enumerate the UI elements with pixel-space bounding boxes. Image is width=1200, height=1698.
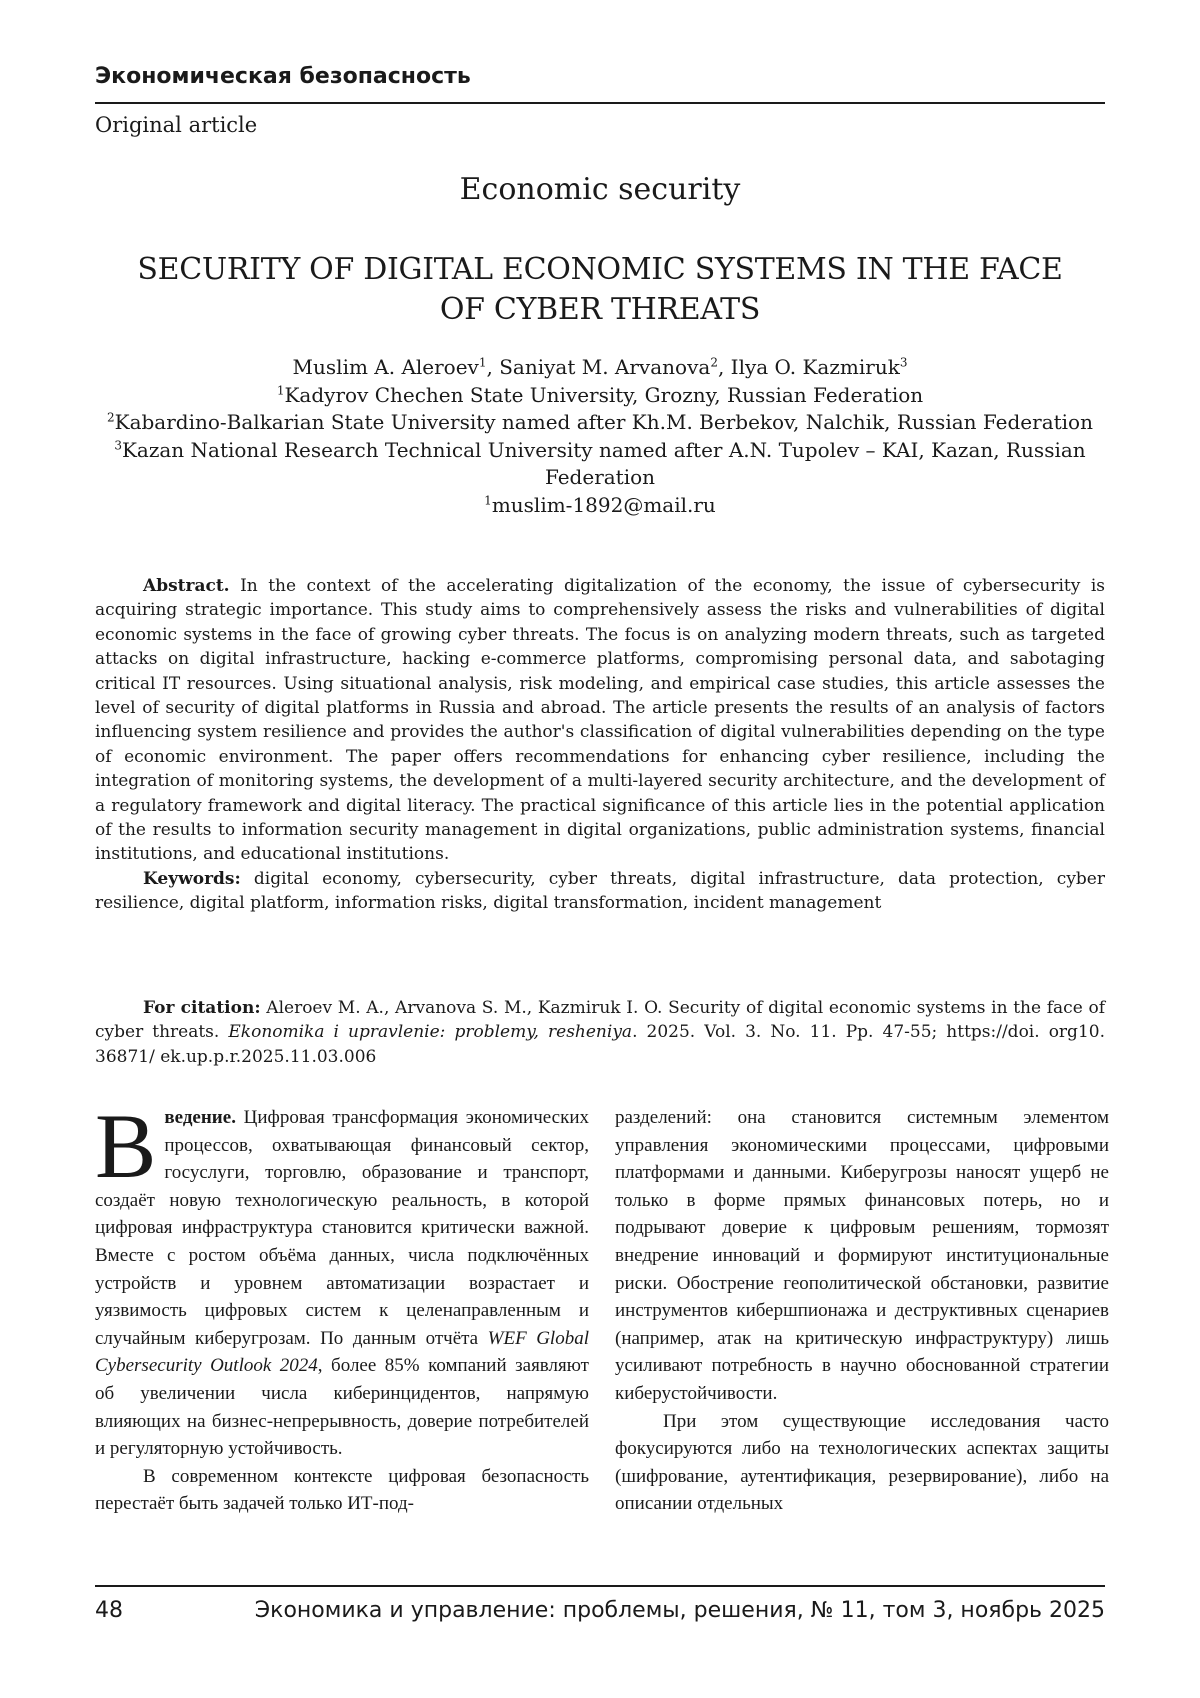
contact-email	[95, 492, 1105, 520]
affiliation-text: Kazan National Research Technical University named after A.N. Tupolev – KAI, Kazan, Russian Federation	[121, 437, 1086, 489]
affiliation	[95, 409, 1105, 437]
affiliation-superscript: 2	[107, 410, 115, 425]
body-text: Цифровая трансформация экономических процессов, охватывающая финансовый сектор, госуслуги, торговлю, образование и транспорт, создаёт новую технологическую реальность, в которой цифровая инфраструктура становится критически важной. Вместе с ростом объёма данных, числа подключённых устройств и уровнем автоматизации возрастает и уязвимость цифровых систем к целенаправленным и случайным киберугрозам. По данным отчёта	[95, 1107, 589, 1349]
citation-text[interactable]: . 2025. Vol. 3. No. 11. Pp. 47-55; https://doi. org10. 36871/ ek.up.p.r.2025.11.03.006	[95, 1022, 1105, 1067]
abstract-label: Abstract.	[143, 576, 230, 596]
email-address[interactable]: muslim-1892@mail.ru	[491, 492, 716, 517]
page-number: 48	[95, 1598, 123, 1623]
affiliation-text: Kadyrov Chechen State University, Grozny, Russian Federation	[284, 382, 924, 407]
body-paragraph: В современном контексте цифровая безопасность перестаёт быть задачей только ИТ-под-	[95, 1465, 589, 1515]
affiliation-superscript: 3	[114, 437, 122, 452]
citation-journal: Ekonomika i upravlenie: problemy, resheniya	[228, 1022, 633, 1043]
body-column-left	[95, 1095, 589, 1518]
body-text: , более 85% компаний заявляют об увеличении числа киберинцидентов, напрямую влияющих на бизнес-непрерывность, доверие потребителей и регуляторную устойчивость.	[95, 1355, 589, 1460]
header-divider	[95, 102, 1105, 104]
keywords-paragraph	[95, 867, 1105, 916]
author-superscript: 1	[478, 355, 487, 370]
citation-label: For citation:	[143, 998, 261, 1018]
abstract-text: In the context of the accelerating digitalization of the economy, the issue of cybersecurity is acquiring strategic importance. This study aims to comprehensively assess the risks and vulnerabilities of digital economic systems in the face of growing cyber threats. The focus is on analyzing modern threats, such as targeted attacks on digital infrastructure, hacking e-commerce platforms, compromising personal data, and sabotaging critical IT resources. Using situational analysis, risk modeling, and empirical case studies, this article assesses the level of security of digital platforms in Russia and abroad. The article presents the results of an analysis of factors influencing system resilience and provides the author's classification of digital vulnerabilities depending on the type of economic environment. The paper offers recommendations for enhancing cyber resilience, including the integration of monitoring systems, the development of a multi-layered security architecture, and the development of a regulatory framework and digital literacy. The practical significance of this article lies in the potential application of the results to information security management in digital organizations, public administration systems, financial institutions, and educational institutions.	[95, 576, 1105, 865]
author-superscript: 2	[710, 355, 718, 370]
abstract-section	[95, 574, 1105, 916]
affiliation-text: Kabardino-Balkarian State University named after Kh.M. Berbekov, Nalchik, Russian Federation	[114, 410, 1093, 434]
running-head: Экономическая безопасность	[95, 64, 471, 89]
affiliation-superscript: 1	[276, 382, 285, 397]
body-paragraph: разделений: она становится системным элементом управления экономическими процессами, цифровыми платформами и данными. Киберугрозы наносят ущерб не только в форме прямых финансовых потерь, но и подрывают доверие к цифровым решениям, тормозят внедрение инноваций и формируют институциональные риски. Обострение геополитической обстановки, развитие инструментов кибершпионажа и деструктивных сценариев (например, атак на критическую инфраструктуру) лишь усиливают потребность в научно обоснованной стратегии киберустойчивости.	[615, 1107, 1109, 1404]
author-superscript: 3	[899, 355, 908, 370]
title-line: OF CYBER THREATS	[439, 292, 761, 327]
article-page	[95, 0, 1109, 1698]
keywords-label: Keywords:	[143, 868, 241, 889]
author-name: Muslim A. Aleroev	[292, 355, 479, 379]
abstract-paragraph	[95, 574, 1105, 867]
article-type: Original article	[95, 113, 258, 137]
citation-text: Aleroev M. A., Arvanova S. M., Kazmiruk I. O. Security of digital economic systems in the face of cyber threats.	[95, 998, 1105, 1043]
journal-info: Экономика и управление: проблемы, решения, № 11, том 3, ноябрь 2025	[254, 1598, 1105, 1623]
footer-divider	[95, 1585, 1105, 1587]
authors-block	[95, 354, 1105, 519]
author-name: Ilya O. Kazmiruk	[730, 355, 900, 379]
body-paragraph	[95, 1095, 589, 1463]
affiliation	[95, 437, 1105, 492]
body-paragraph: При этом существующие исследования часто фокусируются либо на технологических аспектах защиты (шифрование, аутентификация, резервирование), либо на описании отдельных	[615, 1410, 1109, 1515]
citation-block	[95, 996, 1105, 1069]
body-column-right	[615, 1104, 1109, 1518]
affiliation	[95, 382, 1105, 410]
section-title: Economic security	[459, 172, 741, 207]
keywords-text: digital economy, cybersecurity, cyber threats, digital infrastructure, data protection, cyber resilience, digital platform, information risks, digital transformation, incident management	[95, 868, 1105, 914]
email-superscript: 1	[484, 492, 492, 507]
article-title	[95, 250, 1105, 330]
author-separator: ,	[486, 355, 500, 379]
drop-cap: В	[95, 1095, 157, 1197]
author-separator: ,	[717, 355, 731, 379]
title-line: SECURITY OF DIGITAL ECONOMIC SYSTEMS IN THE FACE	[137, 252, 1063, 287]
author-list	[95, 354, 1105, 382]
report-title: WEF Global Cybersecurity Outlook 2024	[95, 1327, 589, 1377]
author-name: Saniyat M. Arvanova	[499, 355, 711, 379]
intro-label: ведение.	[164, 1107, 236, 1128]
